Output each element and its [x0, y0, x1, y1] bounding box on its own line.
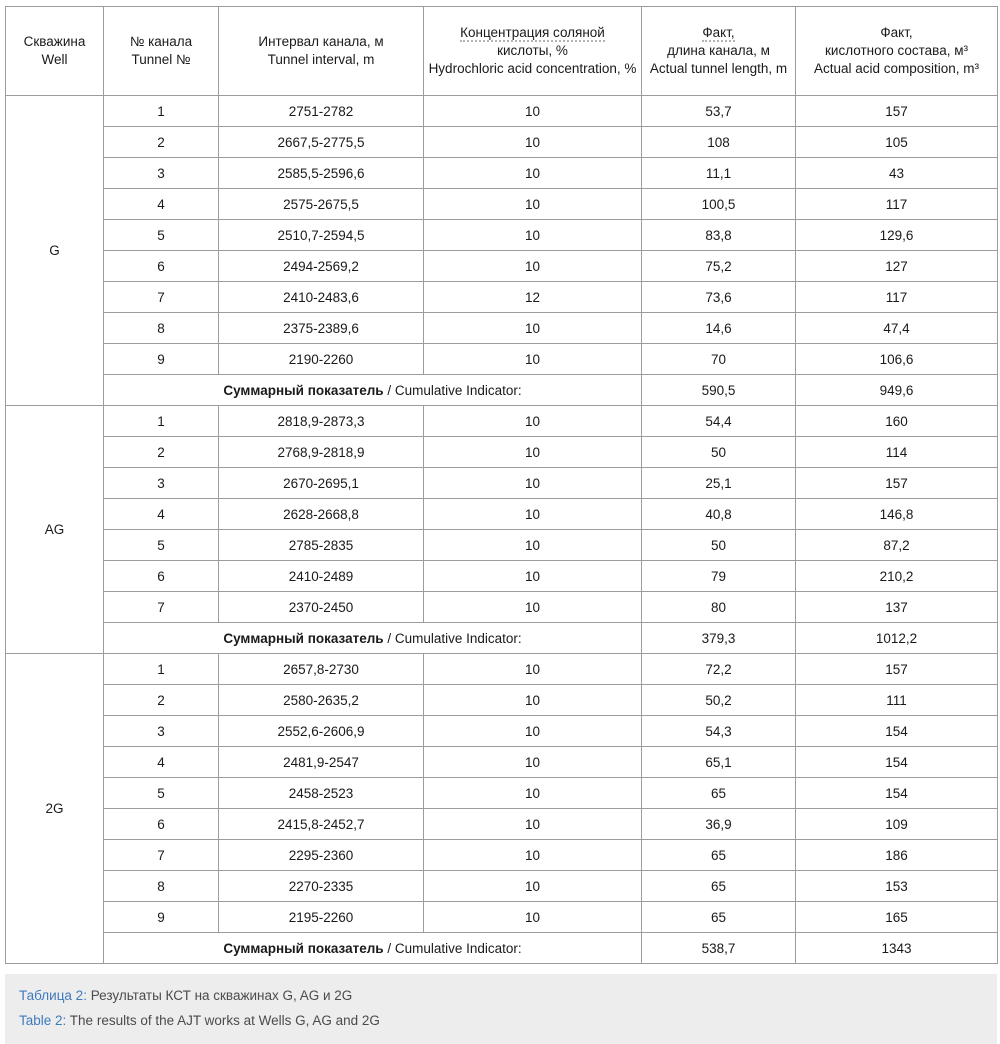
data-cell: 2510,7-2594,5 [219, 220, 424, 251]
table-row [6, 654, 998, 685]
data-cell: 10 [424, 127, 642, 158]
data-cell: 2785-2835 [219, 530, 424, 561]
data-cell: 2670-2695,1 [219, 468, 424, 499]
data-cell: 47,4 [796, 313, 998, 344]
data-cell: 10 [424, 840, 642, 871]
cumulative-volume-value: 1343 [796, 933, 998, 964]
header-length [642, 7, 796, 96]
caption-en [19, 1008, 983, 1033]
header-channel-en: Tunnel № [131, 52, 191, 67]
data-cell: 50,2 [642, 685, 796, 716]
data-cell: 10 [424, 747, 642, 778]
data-cell: 154 [796, 778, 998, 809]
cumulative-label-en: / Cumulative Indicator: [383, 630, 522, 646]
header-channel [104, 7, 219, 96]
data-cell: 9 [104, 344, 219, 375]
table-row [6, 96, 998, 127]
data-cell: 43 [796, 158, 998, 189]
data-cell: 10 [424, 468, 642, 499]
data-cell: 129,6 [796, 220, 998, 251]
data-cell: 8 [104, 871, 219, 902]
data-cell: 10 [424, 685, 642, 716]
table-row [6, 251, 998, 282]
caption-ru-text: Результаты КСТ на скважинах G, AG и 2G [86, 988, 353, 1003]
data-cell: 10 [424, 716, 642, 747]
data-cell: 10 [424, 654, 642, 685]
data-cell: 2 [104, 685, 219, 716]
cumulative-label-ru: Суммарный показатель [223, 630, 384, 646]
data-cell: 3 [104, 468, 219, 499]
data-cell: 114 [796, 437, 998, 468]
cumulative-label-cell [104, 375, 642, 406]
data-cell: 50 [642, 530, 796, 561]
table-row [6, 282, 998, 313]
data-cell: 70 [642, 344, 796, 375]
cumulative-length-value: 379,3 [642, 623, 796, 654]
data-cell: 9 [104, 902, 219, 933]
header-concentration-ru-line2: кислоты, % [497, 43, 568, 58]
caption-ru-label: Таблица 2: [19, 988, 87, 1003]
table-body [6, 96, 998, 964]
data-cell: 3 [104, 158, 219, 189]
cumulative-label-ru: Суммарный показатель [223, 382, 384, 398]
data-cell: 10 [424, 406, 642, 437]
data-cell: 2575-2675,5 [219, 189, 424, 220]
cumulative-row [6, 623, 998, 654]
data-cell: 2580-2635,2 [219, 685, 424, 716]
table-row [6, 406, 998, 437]
data-cell: 153 [796, 871, 998, 902]
data-cell: 146,8 [796, 499, 998, 530]
data-cell: 154 [796, 747, 998, 778]
data-cell: 75,2 [642, 251, 796, 282]
cumulative-length-value: 590,5 [642, 375, 796, 406]
header-concentration [424, 7, 642, 96]
table-row [6, 902, 998, 933]
cumulative-label-en: / Cumulative Indicator: [383, 940, 522, 956]
data-cell: 10 [424, 778, 642, 809]
data-cell: 2195-2260 [219, 902, 424, 933]
data-cell: 10 [424, 189, 642, 220]
data-cell: 111 [796, 685, 998, 716]
cumulative-row [6, 933, 998, 964]
table-row [6, 592, 998, 623]
data-cell: 10 [424, 902, 642, 933]
header-concentration-en: Hydrochloric acid concentration, % [428, 61, 637, 76]
data-cell: 2494-2569,2 [219, 251, 424, 282]
table-row [6, 840, 998, 871]
header-interval-en: Tunnel interval, m [267, 52, 375, 67]
data-cell: 2295-2360 [219, 840, 424, 871]
data-cell: 5 [104, 778, 219, 809]
header-interval-ru: Интервал канала, м [258, 34, 384, 49]
table-row [6, 716, 998, 747]
data-cell: 10 [424, 158, 642, 189]
header-length-ru-line2: длина канала, м [667, 43, 770, 58]
cumulative-row [6, 375, 998, 406]
header-volume-ru-line2: кислотного состава, м³ [825, 43, 968, 58]
data-cell: 117 [796, 282, 998, 313]
table-row [6, 468, 998, 499]
data-cell: 3 [104, 716, 219, 747]
table-row [6, 778, 998, 809]
data-cell: 2657,8-2730 [219, 654, 424, 685]
data-cell: 65 [642, 840, 796, 871]
data-cell: 10 [424, 251, 642, 282]
table-row [6, 530, 998, 561]
cumulative-label-cell [104, 933, 642, 964]
data-cell: 54,3 [642, 716, 796, 747]
data-cell: 8 [104, 313, 219, 344]
data-cell: 65 [642, 871, 796, 902]
header-row [6, 7, 998, 96]
table-row [6, 344, 998, 375]
table-row [6, 158, 998, 189]
data-cell: 40,8 [642, 499, 796, 530]
table-row [6, 220, 998, 251]
data-cell: 5 [104, 530, 219, 561]
data-cell: 72,2 [642, 654, 796, 685]
data-cell: 7 [104, 840, 219, 871]
data-cell: 109 [796, 809, 998, 840]
table-row [6, 685, 998, 716]
caption-en-text: The results of the AJT works at Wells G, AG and 2G [66, 1013, 380, 1028]
data-cell: 137 [796, 592, 998, 623]
data-cell: 2552,6-2606,9 [219, 716, 424, 747]
data-cell: 14,6 [642, 313, 796, 344]
header-well-ru: Скважина [23, 34, 86, 49]
data-cell: 65 [642, 902, 796, 933]
cumulative-label-cell [104, 623, 642, 654]
table-row [6, 747, 998, 778]
data-cell: 1 [104, 654, 219, 685]
data-cell: 10 [424, 499, 642, 530]
data-cell: 2818,9-2873,3 [219, 406, 424, 437]
data-cell: 2415,8-2452,7 [219, 809, 424, 840]
data-cell: 2410-2483,6 [219, 282, 424, 313]
header-channel-ru: № канала [129, 34, 193, 49]
data-cell: 6 [104, 251, 219, 282]
cumulative-label-en: / Cumulative Indicator: [383, 382, 522, 398]
table-row [6, 437, 998, 468]
data-cell: 2190-2260 [219, 344, 424, 375]
header-length-ru-line1: Факт, [702, 25, 735, 40]
data-cell: 117 [796, 189, 998, 220]
data-cell: 2375-2389,6 [219, 313, 424, 344]
data-cell: 10 [424, 220, 642, 251]
data-cell: 2 [104, 127, 219, 158]
data-cell: 7 [104, 282, 219, 313]
data-cell: 10 [424, 809, 642, 840]
data-cell: 2270-2335 [219, 871, 424, 902]
data-cell: 105 [796, 127, 998, 158]
data-cell: 54,4 [642, 406, 796, 437]
data-cell: 36,9 [642, 809, 796, 840]
data-cell: 2585,5-2596,6 [219, 158, 424, 189]
well-cell: AG [6, 406, 104, 654]
data-cell: 2 [104, 437, 219, 468]
data-cell: 79 [642, 561, 796, 592]
table-row [6, 313, 998, 344]
data-cell: 10 [424, 313, 642, 344]
data-cell: 154 [796, 716, 998, 747]
data-cell: 10 [424, 561, 642, 592]
data-cell: 2481,9-2547 [219, 747, 424, 778]
data-cell: 10 [424, 530, 642, 561]
table-row [6, 127, 998, 158]
data-cell: 2751-2782 [219, 96, 424, 127]
data-cell: 5 [104, 220, 219, 251]
cumulative-volume-value: 1012,2 [796, 623, 998, 654]
data-cell: 4 [104, 747, 219, 778]
data-cell: 10 [424, 437, 642, 468]
data-cell: 10 [424, 592, 642, 623]
data-cell: 100,5 [642, 189, 796, 220]
table-row [6, 189, 998, 220]
data-cell: 157 [796, 96, 998, 127]
results-table [5, 6, 998, 964]
data-cell: 165 [796, 902, 998, 933]
cumulative-length-value: 538,7 [642, 933, 796, 964]
table-row [6, 561, 998, 592]
data-cell: 73,6 [642, 282, 796, 313]
data-cell: 65 [642, 778, 796, 809]
data-cell: 2410-2489 [219, 561, 424, 592]
well-cell: G [6, 96, 104, 406]
table-header [6, 7, 998, 96]
data-cell: 11,1 [642, 158, 796, 189]
data-cell: 10 [424, 344, 642, 375]
data-cell: 4 [104, 499, 219, 530]
table-row [6, 499, 998, 530]
data-cell: 106,6 [796, 344, 998, 375]
table-row [6, 871, 998, 902]
data-cell: 2667,5-2775,5 [219, 127, 424, 158]
data-cell: 7 [104, 592, 219, 623]
data-cell: 210,2 [796, 561, 998, 592]
header-length-en: Actual tunnel length, m [649, 61, 788, 76]
data-cell: 157 [796, 654, 998, 685]
data-cell: 10 [424, 871, 642, 902]
data-cell: 186 [796, 840, 998, 871]
caption-en-label: Table 2: [19, 1013, 67, 1028]
data-cell: 160 [796, 406, 998, 437]
data-cell: 65,1 [642, 747, 796, 778]
data-cell: 127 [796, 251, 998, 282]
well-cell: 2G [6, 654, 104, 964]
header-well-en: Well [41, 52, 68, 67]
header-volume [796, 7, 998, 96]
data-cell: 6 [104, 809, 219, 840]
header-volume-en: Actual acid composition, m³ [813, 61, 980, 76]
data-cell: 10 [424, 96, 642, 127]
data-cell: 80 [642, 592, 796, 623]
table-row [6, 809, 998, 840]
data-cell: 2458-2523 [219, 778, 424, 809]
header-well [6, 7, 104, 96]
data-cell: 2370-2450 [219, 592, 424, 623]
data-cell: 50 [642, 437, 796, 468]
data-cell: 108 [642, 127, 796, 158]
data-cell: 87,2 [796, 530, 998, 561]
data-cell: 2628-2668,8 [219, 499, 424, 530]
data-cell: 12 [424, 282, 642, 313]
data-cell: 157 [796, 468, 998, 499]
data-cell: 1 [104, 96, 219, 127]
data-cell: 4 [104, 189, 219, 220]
caption-ru [19, 983, 983, 1008]
data-cell: 53,7 [642, 96, 796, 127]
data-cell: 1 [104, 406, 219, 437]
data-cell: 25,1 [642, 468, 796, 499]
table-caption [5, 974, 997, 1044]
data-cell: 83,8 [642, 220, 796, 251]
cumulative-volume-value: 949,6 [796, 375, 998, 406]
header-interval [219, 7, 424, 96]
cumulative-label-ru: Суммарный показатель [223, 940, 384, 956]
header-concentration-ru-line1: Концентрация соляной [460, 25, 605, 40]
data-cell: 6 [104, 561, 219, 592]
header-volume-ru-line1: Факт, [880, 25, 913, 40]
data-cell: 2768,9-2818,9 [219, 437, 424, 468]
